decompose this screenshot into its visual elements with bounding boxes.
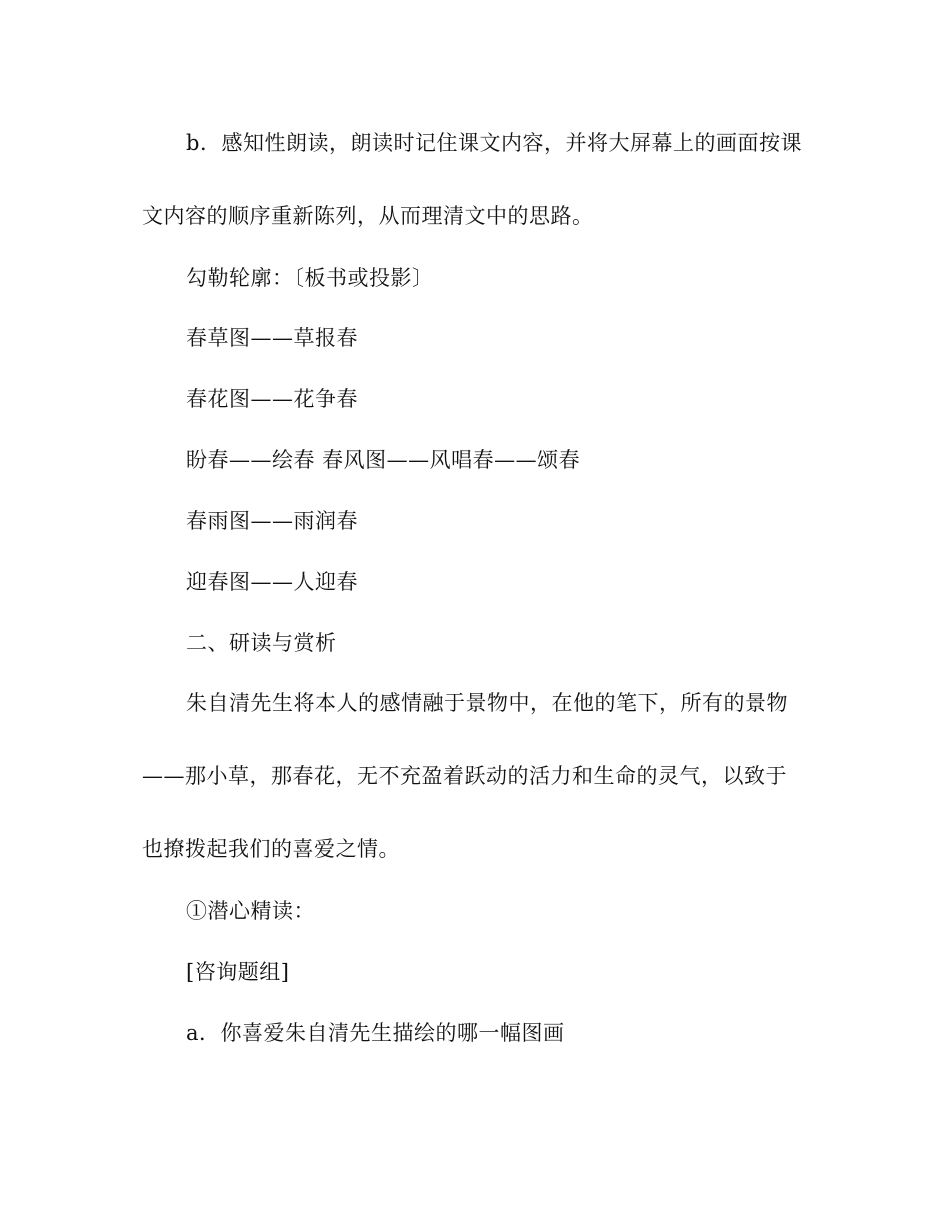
question-group-label: [咨询题组] <box>186 960 290 984</box>
analysis-paragraph-line-1: 朱自清先生将本人的感情融于景物中，在他的笔下，所有的景物 <box>186 691 788 715</box>
outline-item-welcome-spring: 迎春图——人迎春 <box>186 570 358 594</box>
paragraph-b-line-1: b．感知性朗读，朗读时记住课文内容，并将大屏幕上的画面按课 <box>186 131 802 155</box>
question-a: a．你喜爱朱自清先生描绘的哪一幅图画 <box>186 1021 565 1045</box>
analysis-paragraph-line-3: 也撩拨起我们的喜爱之情。 <box>142 837 400 861</box>
outline-item-spring-grass: 春草图——草报春 <box>186 326 358 350</box>
outline-item-spring-wind: 盼春——绘春 春风图——风唱春——颂春 <box>186 448 581 472</box>
outline-item-spring-rain: 春雨图——雨润春 <box>186 509 358 533</box>
outline-heading: 勾勒轮廓：〔板书或投影〕 <box>186 266 434 290</box>
analysis-paragraph-line-2: ——那小草，那春花，无不充盈着跃动的活力和生命的灵气，以致于 <box>142 764 787 788</box>
section-heading: 二、研读与赏析 <box>186 631 337 655</box>
close-reading-heading: ①潜心精读： <box>186 899 315 923</box>
outline-item-spring-flowers: 春花图——花争春 <box>186 387 358 411</box>
paragraph-b-line-2: 文内容的顺序重新陈列，从而理清文中的思路。 <box>142 204 594 228</box>
